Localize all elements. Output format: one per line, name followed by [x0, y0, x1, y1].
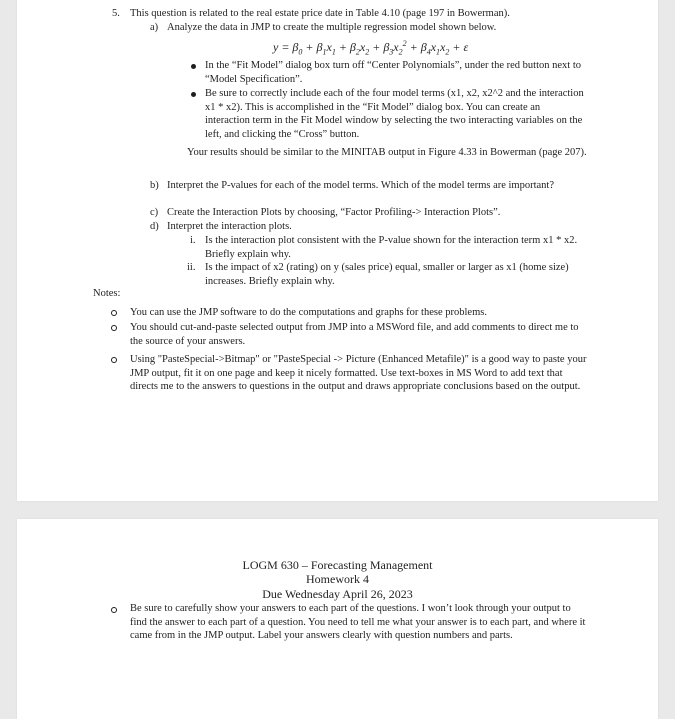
part-b-text: Interpret the P-values for each of the model terms. Which of the model terms are important? — [167, 180, 555, 191]
sub-item-text: Is the interaction plot consistent with the P-value shown for the interaction term x1 * x2. Briefly explain why. — [205, 235, 578, 260]
part-b-label: b) — [150, 180, 159, 191]
notes-heading: Notes: — [93, 288, 121, 299]
instruction-item: Be sure to carefully show your answers to each part of the questions. I won’t look through your output to find the answer to each part of a question. You need to tell me what your answer is to each part, and where it came from in the JMP output. Label your answers clearly with question numbers and parts. — [130, 603, 586, 641]
note-item: You can use the JMP software to do the computations and graphs for these problems. — [130, 307, 487, 318]
part-c-label: c) — [150, 207, 159, 218]
bullet-item: In the “Fit Model” dialog box turn off “Center Polynomials”, under the red button next to “Model Specification”. — [205, 60, 581, 85]
part-c-text: Create the Interaction Plots by choosing, “Factor Profiling-> Interaction Plots”. — [167, 207, 501, 218]
part-a-text: Analyze the data in JMP to create the multiple regression model shown below. — [167, 22, 497, 33]
hollow-bullet-icon — [111, 310, 117, 316]
document-page-2 — [17, 519, 658, 719]
question-number: 5. — [112, 8, 120, 19]
course-title: LOGM 630 – Forecasting Management — [242, 558, 433, 572]
part-d-label: d) — [150, 221, 159, 232]
due-date: Due Wednesday April 26, 2023 — [262, 587, 413, 601]
sub-item-text: Is the impact of x2 (rating) on y (sales price) equal, smaller or larger as x1 (home size) increases. Briefly explain why. — [205, 262, 569, 287]
homework-title: Homework 4 — [306, 572, 369, 586]
hollow-bullet-icon — [111, 325, 117, 331]
results-note: Your results should be similar to the MINITAB output in Figure 4.33 in Bowerman (page 207). — [187, 147, 587, 158]
sub-item-label: i. — [190, 235, 196, 246]
part-a-label: a) — [150, 22, 159, 33]
note-item: You should cut-and-paste selected output from JMP into a MSWord file, and add comments to direct me to the source of your answers. — [130, 322, 579, 347]
hollow-bullet-icon — [111, 607, 117, 613]
note-item: Using "PasteSpecial->Bitmap" or "PasteSpecial -> Picture (Enhanced Metafile)" is a good way to paste your JMP output, fit it on one page and keep it nicely formatted. Use text-boxes in MS Word to add text that directs me to the answers to questions in the output and draws appropriate conclusions based on the output. — [130, 354, 587, 392]
sub-item-label: ii. — [187, 262, 196, 273]
part-d-text: Interpret the interaction plots. — [167, 221, 292, 232]
bullet-item: Be sure to correctly include each of the four model terms (x1, x2, x2^2 and the interaction x1 * x2). This is accomplished in the “Fit Model” dialog box. You can create an interaction term in the Fit Model window by selecting the two interacting variables on the left, and clicking the “Cross” button. — [205, 88, 584, 140]
bullet-icon — [191, 64, 196, 69]
document-page-1 — [17, 0, 658, 501]
hollow-bullet-icon — [111, 357, 117, 363]
bullet-icon — [191, 92, 196, 97]
question-text: This question is related to the real estate price date in Table 4.10 (page 197 in Bowerman). — [130, 8, 510, 19]
regression-equation: $y = \beta_0 + \beta_1x_1 + \beta_2x_2 + \beta_3x_2^2 + \beta_4x_1x_2 + \varepsilon$ — [273, 39, 469, 57]
